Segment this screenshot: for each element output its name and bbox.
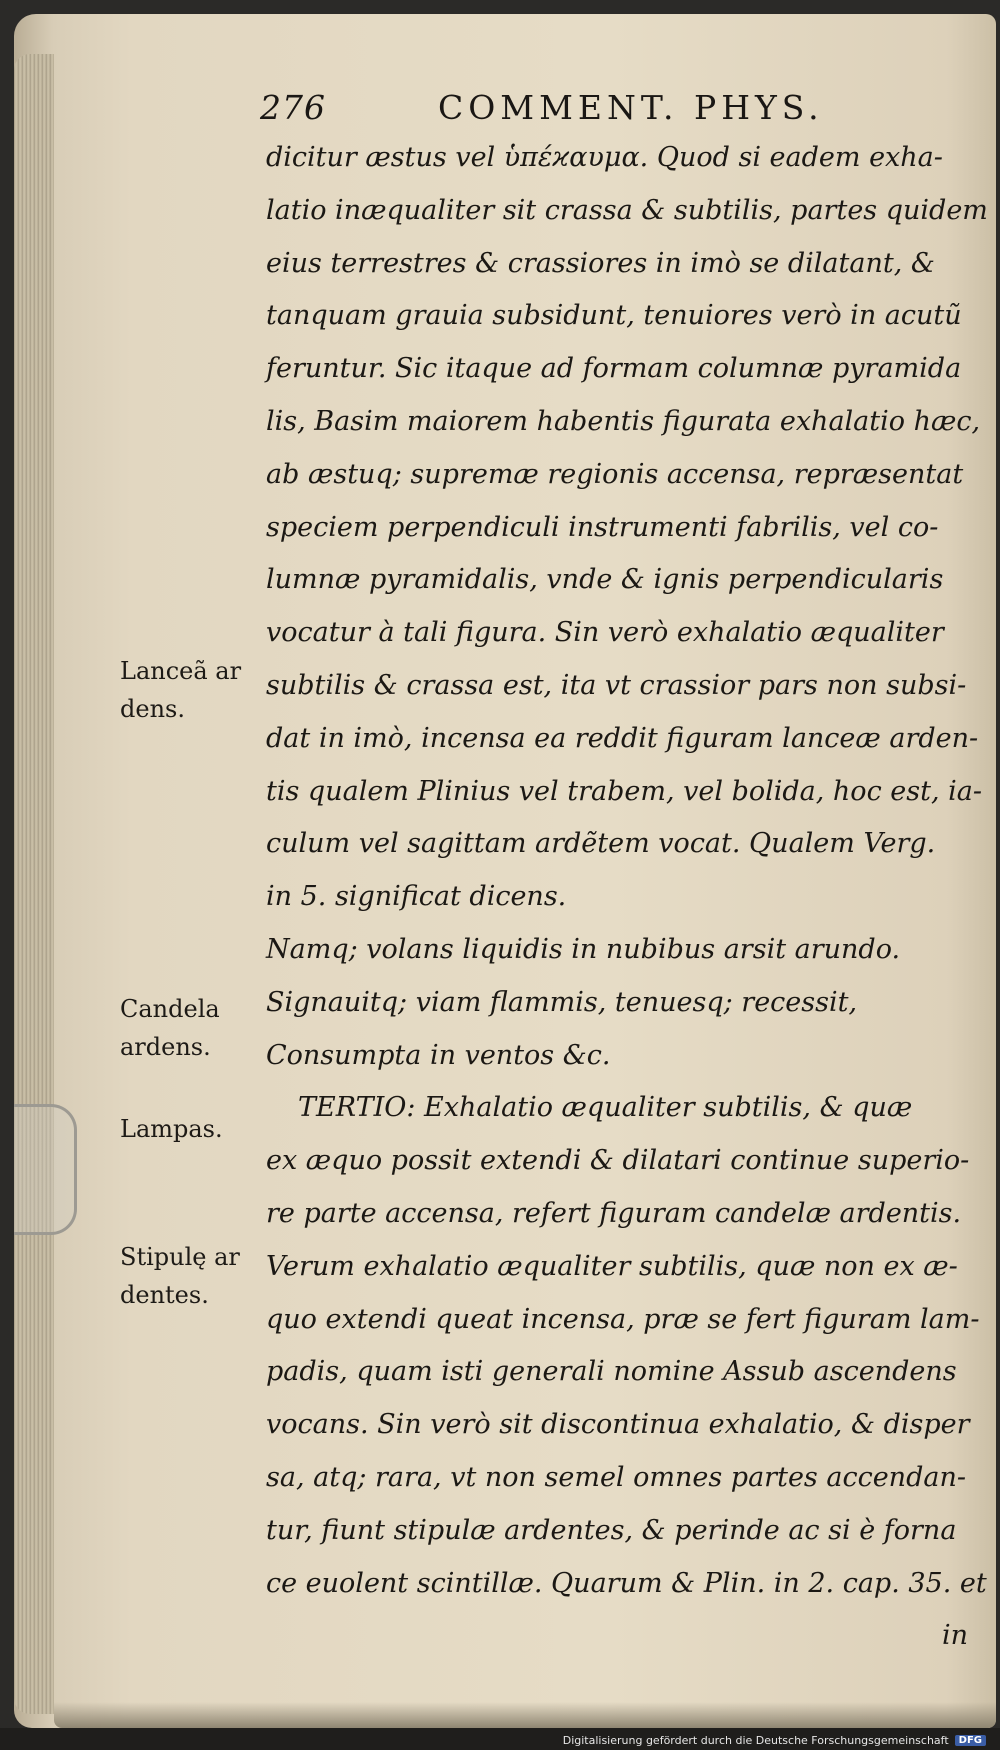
verse-line: Consumpta in ventos &c. xyxy=(266,1039,611,1071)
text-line: lumnæ pyramidalis, vnde & ignis perpendicularis xyxy=(266,564,944,596)
verse-line: Signauitq; viam flammis, tenuesq; recessit, xyxy=(266,986,858,1018)
margin-note-line: dentes. xyxy=(120,1281,209,1309)
text-line: tur, fiunt stipulæ ardentes, & perinde ac si è forna xyxy=(266,1514,957,1546)
text-line: TERTIO: Exhalatio æqualiter subtilis, & quæ xyxy=(298,1092,913,1124)
margin-note-line: Lanceã ar xyxy=(120,657,242,685)
page-number: 276 xyxy=(260,88,326,127)
text-line: speciem perpendiculi instrumenti fabrilis, vel co- xyxy=(266,511,939,543)
text-line: quo extendi queat incensa, præ se fert figuram lam- xyxy=(266,1303,980,1335)
text-line: re parte accensa, refert figuram candelæ ardentis. xyxy=(266,1197,962,1229)
text-line: lis, Basim maiorem habentis figurata exhalatio hæc, xyxy=(266,405,981,437)
page-bottom-shadow xyxy=(54,1702,996,1728)
body-text xyxy=(266,132,988,1663)
text-line: feruntur. Sic itaque ad formam columnæ pyramida xyxy=(266,353,962,385)
text-line: sa, atq; rara, vt non semel omnes partes accendan- xyxy=(266,1461,966,1493)
page-edges xyxy=(14,54,54,1714)
digitization-credit xyxy=(563,1734,986,1747)
text-line: ce euolent scintillæ. Quarum & Plin. in 2. cap. 35. et xyxy=(266,1567,987,1599)
margin-note-line: Stipulę ar xyxy=(120,1243,240,1271)
text-line: tanquam grauia subsidunt, tenuiores verò in acutũ xyxy=(266,300,962,332)
text-line: eius terrestres & crassiores in imò se dilatant, & xyxy=(266,247,935,279)
text-line: culum vel sagittam ardẽtem vocat. Qualem Verg. xyxy=(266,828,936,860)
credit-text: Digitalisierung gefördert durch die Deutsche Forschungsgemeinschaft xyxy=(562,1734,949,1747)
margin-note-lancea xyxy=(120,652,270,728)
text-line: tis qualem Plinius vel trabem, vel bolida, hoc est, ia- xyxy=(266,775,982,807)
page-clip xyxy=(14,1104,77,1235)
margin-note-line: dens. xyxy=(120,695,185,723)
margin-note-line: Lampas. xyxy=(120,1115,223,1143)
text-line: vocans. Sin verò sit discontinua exhalatio, & disper xyxy=(266,1409,970,1441)
text-line: Verum exhalatio æqualiter subtilis, quæ non ex æ- xyxy=(266,1250,958,1282)
text-line: in 5. significat dicens. xyxy=(266,881,567,913)
text-line: latio inæqualiter sit crassa & subtilis, partes quidem xyxy=(266,194,988,226)
running-head: COMMENT. PHYS. xyxy=(438,88,824,127)
text-line: dat in imò, incensa ea reddit figuram lanceæ arden- xyxy=(266,722,979,754)
text-line: ex æquo possit extendi & dilatari continue superio- xyxy=(266,1145,970,1177)
footer-strip xyxy=(0,1728,1000,1750)
text-line: vocatur à tali figura. Sin verò exhalatio æqualiter xyxy=(266,617,944,649)
margin-note-stipulae xyxy=(120,1238,270,1314)
text-line: ab æstuq; supremæ regionis accensa, repræsentat xyxy=(266,458,964,490)
margin-note-line: Candela xyxy=(120,995,220,1023)
text-line: subtilis & crassa est, ita vt crassior pars non subsi- xyxy=(266,669,967,701)
margin-note-candela xyxy=(120,990,270,1066)
verse-line: Namq; volans liquidis in nubibus arsit arundo. xyxy=(266,933,901,965)
text-line: dicitur æstus vel ὑπέϰαυμα. Quod si eadem exha- xyxy=(266,142,943,173)
dfg-logo: DFG xyxy=(955,1735,986,1746)
text-line: padis, quam isti generali nomine Assub ascendens xyxy=(266,1356,957,1388)
margin-note-line: ardens. xyxy=(120,1033,211,1061)
catchword: in xyxy=(941,1620,968,1652)
margin-note-lampas xyxy=(120,1110,270,1148)
